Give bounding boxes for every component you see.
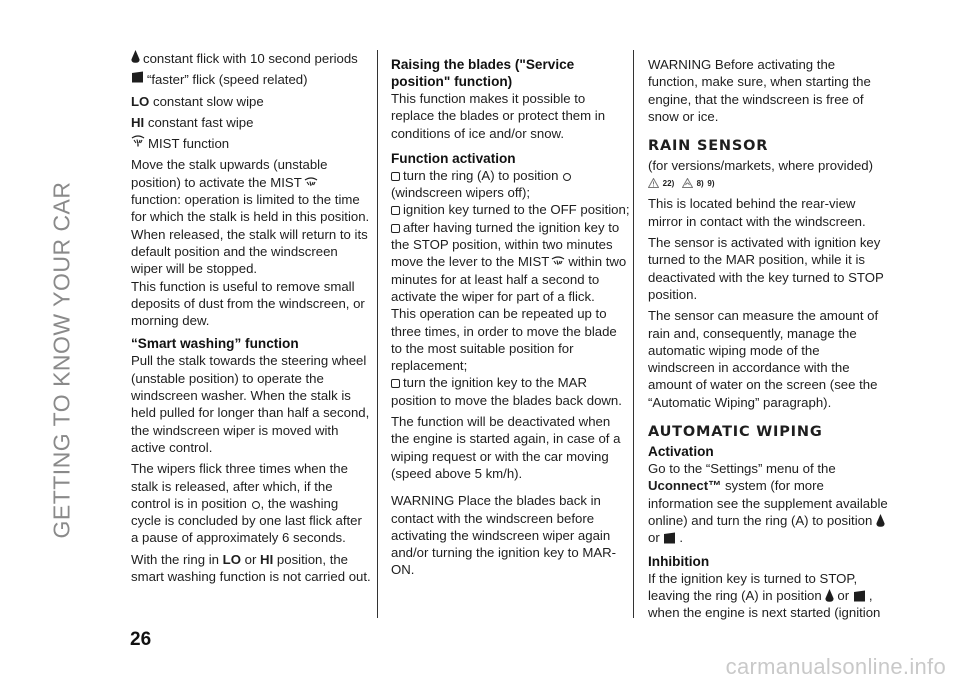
intermittent-drop-icon <box>825 589 834 602</box>
wipers-flick-text-a: The wipers flick three times when the stalk is released, after which, if the control is in position <box>131 461 348 511</box>
step-2-text: ignition key turned to the OFF position; <box>403 202 630 218</box>
step-1-text: turn the ring (A) to position <box>403 167 559 183</box>
caution-triangle-icon <box>682 178 693 188</box>
warning-blades-back: WARNING Place the blades back in contact with the windscreen before activating the windscreen wiper again and/or turning the ignition key to MAR-ON. <box>391 493 617 578</box>
mist-usage-note: This function is useful to remove small deposits of dust from the windscreen, or morning dew. <box>131 278 365 329</box>
wiper-mode-intermittent-label: constant flick with 10 second periods <box>143 51 358 66</box>
step-4-text: turn the ignition key to the MAR position to move the blades back down. <box>391 375 622 408</box>
sensor-measure-paragraph: The sensor can measure the amount of rain and, consequently, manage the automatic wiping mode of the windscreen in accordance with the amount of water on the screen (see the “Automatic Wiping” paragraph). <box>648 308 879 410</box>
versions-note: (for versions/markets, where provided) <box>648 158 873 174</box>
reference-markers <box>648 176 888 191</box>
footer-watermark: carmanualsonline.info <box>725 654 946 679</box>
ring-hi: HI <box>260 551 274 567</box>
mist-wiper-icon <box>131 135 145 147</box>
sensor-location-paragraph: This is located behind the rear-view mirror in contact with the windscreen. <box>648 196 866 229</box>
inhibition-text-a: If the ignition key is turned to STOP, leaving the ring (A) in position <box>648 570 858 603</box>
activation-or: or <box>648 530 660 546</box>
bullet-icon <box>391 206 400 215</box>
activation-period: . <box>679 530 684 546</box>
page-number: 26 <box>130 629 152 650</box>
bullet-icon <box>391 172 400 181</box>
speed-drop-icon <box>853 590 866 602</box>
inhibition-text-c: when the engine is next started (ignition <box>648 605 881 621</box>
ring-text-b: position, the smart washing function is not carried out. <box>131 551 371 585</box>
column-1 <box>131 50 371 585</box>
ring-or: or <box>244 551 257 567</box>
lo-symbol: LO <box>131 93 150 109</box>
step-1-note: (windscreen wipers off); <box>391 185 531 201</box>
inhibition-comma: , <box>868 587 873 603</box>
warning-before-activating: WARNING Before activating the function, make sure, when starting the engine, that the windscreen is free of snow or ice. <box>648 57 871 124</box>
mist-function-label: MIST function <box>148 136 230 152</box>
inhibition-heading: Inhibition <box>648 553 710 569</box>
inhibition-or: or <box>837 587 850 603</box>
uconnect-name: Uconnect™ <box>648 478 722 494</box>
speed-drop-icon <box>131 71 144 83</box>
reference-9: 9) <box>707 179 715 189</box>
mist-description-a: Move the stalk upwards (unstable position) to activate the MIST <box>131 157 328 190</box>
raising-blades-heading: Raising the blades ("Service position" function) <box>391 57 575 89</box>
activation-heading: Activation <box>648 444 714 460</box>
rain-sensor-heading: RAIN SENSOR <box>648 138 769 155</box>
column-divider-1 <box>377 50 378 618</box>
reference-8: 8) <box>696 179 704 189</box>
step-3-text-a: after having turned the ignition key to the STOP position, within two minutes move the lever to the MIST <box>391 219 620 270</box>
mist-inline-icon <box>304 177 318 189</box>
lo-description: constant slow wipe <box>153 93 264 109</box>
hi-symbol: HI <box>131 114 145 130</box>
function-activation-heading: Function activation <box>391 150 516 166</box>
activation-text-b: system (for more information see the supplement available online) and turn the ring (A) to position <box>648 478 888 528</box>
smart-washing-paragraph: Pull the stalk towards the steering wheel (unstable position) to operate the windscreen washer. When the stalk is held pulled for longer than half a second, the windscreen wiper is moved with active control. <box>131 353 370 455</box>
automatic-wiping-heading: AUTOMATIC WIPING <box>648 424 823 441</box>
column-2 <box>391 50 631 579</box>
intermittent-drop-icon <box>131 50 140 63</box>
wipers-flick-text-b: , the washing cycle is concluded by one last flick after a pause of approximately 6 seconds. <box>131 495 362 546</box>
bullet-icon <box>391 379 400 388</box>
hi-description: constant fast wipe <box>147 114 254 130</box>
wiper-mode-speed-related <box>131 71 371 88</box>
section-side-title: GETTING TO KNOW YOUR CAR <box>48 181 75 539</box>
activation-text-a: Go to the “Settings” menu of the <box>648 461 836 477</box>
column-3 <box>648 50 888 621</box>
repeat-operation-paragraph: This operation can be repeated up to three times, in order to move the blade to the most suitable position for replacement; <box>391 306 617 374</box>
wiper-mode-speed-related-label: “faster” flick (speed related) <box>147 72 308 88</box>
warning-triangle-icon <box>648 178 659 188</box>
bullet-icon <box>391 224 400 233</box>
reference-22: 22) <box>662 179 675 189</box>
column-divider-2 <box>633 50 634 618</box>
wiper-mode-intermittent <box>131 50 371 67</box>
sensor-activation-paragraph: The sensor is activated with ignition key turned to the MAR position, while it is deactivated with the key turned to STOP position. <box>648 235 884 302</box>
intermittent-position-icon <box>252 501 260 509</box>
intermittent-drop-icon <box>876 514 885 527</box>
raising-blades-paragraph: This function makes it possible to replace the blades or protect them in conditions of ice and/or snow. <box>391 91 606 141</box>
mist-inline-icon <box>551 256 565 268</box>
off-position-icon <box>563 173 571 181</box>
mist-description-b: function: operation is limited to the time for which the stalk is held in this position. When released, the stalk will return to its default position and the windscreen wiper will be stopped. <box>131 192 370 277</box>
mist-row <box>131 135 371 152</box>
step-3-text-b: within two minutes for at least half a second to activate the wiper for part of a flick. <box>391 254 627 304</box>
ring-text-a: With the ring in <box>131 551 219 567</box>
speed-drop-icon <box>663 532 676 544</box>
deactivation-paragraph: The function will be deactivated when the engine is started again, in case of a wiping request or with the car moving (speed above 5 km/h). <box>391 414 621 481</box>
smart-washing-heading: “Smart washing” function <box>131 336 299 352</box>
ring-lo: LO <box>222 551 241 567</box>
